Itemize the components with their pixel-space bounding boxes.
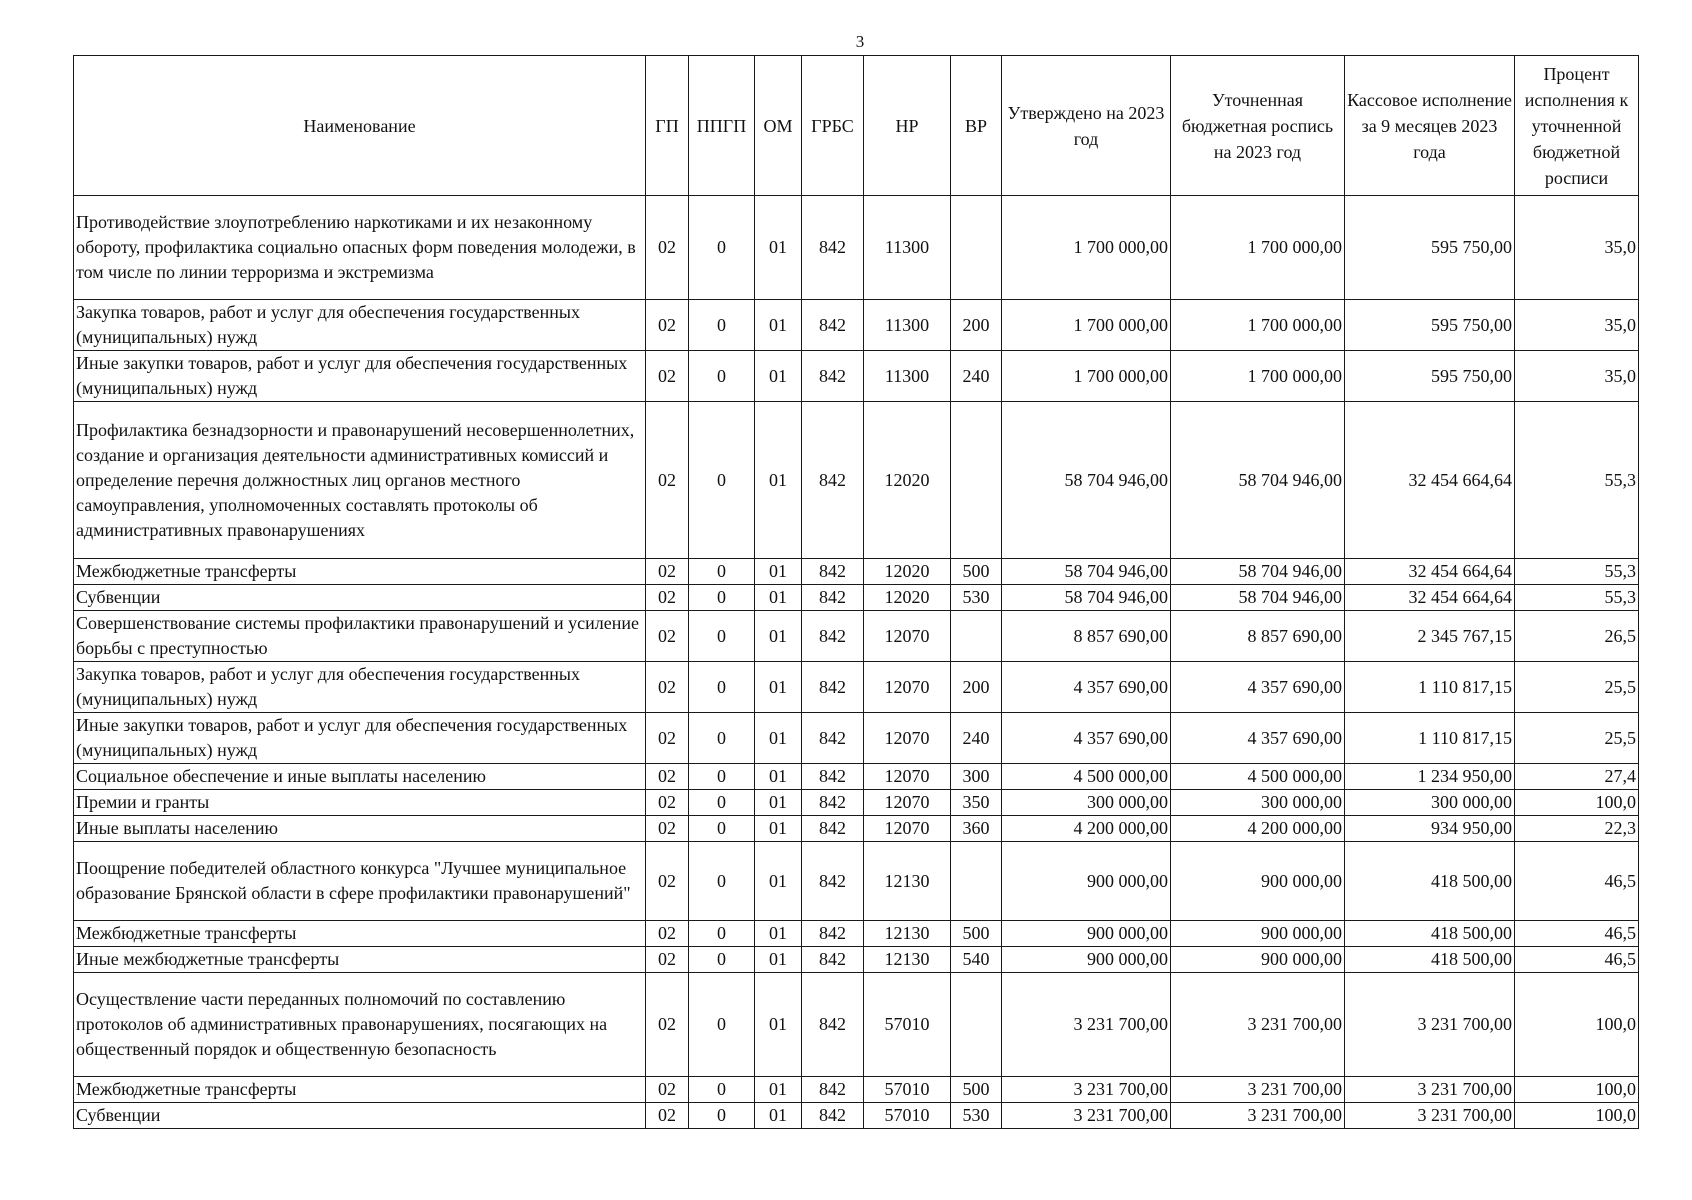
- cell-ppgp: 0: [689, 559, 755, 585]
- cell-cash: 418 500,00: [1345, 842, 1515, 921]
- cell-name: Премии и гранты: [74, 790, 646, 816]
- header-cash: Кассовое исполнение за 9 месяцев 2023 года: [1345, 56, 1515, 196]
- cell-om: 01: [755, 351, 802, 402]
- header-gp: ГП: [646, 56, 689, 196]
- cell-name: Осуществление части переданных полномочий по составлению протоколов об административных правонарушениях, посягающих на общественный порядок и общественную безопасность: [74, 973, 646, 1077]
- cell-om: 01: [755, 713, 802, 764]
- cell-grbs: 842: [802, 611, 864, 662]
- table-row: [74, 300, 1639, 351]
- header-name: Наименование: [74, 56, 646, 196]
- cell-name: Иные межбюджетные трансферты: [74, 947, 646, 973]
- cell-gp: 02: [646, 764, 689, 790]
- budget-execution-table: [73, 55, 1639, 1129]
- cell-approved: 3 231 700,00: [1002, 1103, 1171, 1129]
- page-number: 3: [855, 32, 865, 51]
- table-body: [74, 196, 1639, 1129]
- cell-vr: [951, 842, 1002, 921]
- table-row: [74, 973, 1639, 1077]
- cell-grbs: 842: [802, 196, 864, 300]
- table-header-row: [74, 56, 1639, 196]
- cell-percent: 55,3: [1515, 402, 1639, 559]
- cell-nr: 12070: [864, 764, 951, 790]
- cell-refined: 4 357 690,00: [1171, 662, 1345, 713]
- cell-approved: 3 231 700,00: [1002, 1077, 1171, 1103]
- cell-percent: 46,5: [1515, 842, 1639, 921]
- cell-nr: 57010: [864, 973, 951, 1077]
- cell-approved: 58 704 946,00: [1002, 585, 1171, 611]
- cell-gp: 02: [646, 816, 689, 842]
- table-row: [74, 713, 1639, 764]
- cell-name: Межбюджетные трансферты: [74, 921, 646, 947]
- cell-cash: 32 454 664,64: [1345, 585, 1515, 611]
- cell-grbs: 842: [802, 816, 864, 842]
- cell-ppgp: 0: [689, 585, 755, 611]
- cell-vr: 530: [951, 1103, 1002, 1129]
- cell-cash: 934 950,00: [1345, 816, 1515, 842]
- cell-cash: 32 454 664,64: [1345, 402, 1515, 559]
- cell-refined: 1 700 000,00: [1171, 351, 1345, 402]
- cell-refined: 4 357 690,00: [1171, 713, 1345, 764]
- cell-refined: 300 000,00: [1171, 790, 1345, 816]
- cell-refined: 3 231 700,00: [1171, 973, 1345, 1077]
- cell-name: Межбюджетные трансферты: [74, 559, 646, 585]
- cell-percent: 35,0: [1515, 300, 1639, 351]
- cell-name: Субвенции: [74, 1103, 646, 1129]
- cell-nr: 12020: [864, 402, 951, 559]
- cell-percent: 55,3: [1515, 585, 1639, 611]
- table-row: [74, 351, 1639, 402]
- cell-name: Межбюджетные трансферты: [74, 1077, 646, 1103]
- cell-nr: 12020: [864, 559, 951, 585]
- table-row: [74, 790, 1639, 816]
- cell-ppgp: 0: [689, 1077, 755, 1103]
- cell-ppgp: 0: [689, 196, 755, 300]
- cell-percent: 100,0: [1515, 1103, 1639, 1129]
- cell-grbs: 842: [802, 790, 864, 816]
- header-ppgp: ППГП: [689, 56, 755, 196]
- cell-refined: 900 000,00: [1171, 921, 1345, 947]
- cell-percent: 25,5: [1515, 713, 1639, 764]
- cell-name: Закупка товаров, работ и услуг для обеспечения государственных (муниципальных) нужд: [74, 300, 646, 351]
- cell-grbs: 842: [802, 947, 864, 973]
- cell-om: 01: [755, 300, 802, 351]
- cell-ppgp: 0: [689, 921, 755, 947]
- table-row: [74, 585, 1639, 611]
- cell-approved: 4 500 000,00: [1002, 764, 1171, 790]
- cell-cash: 3 231 700,00: [1345, 1103, 1515, 1129]
- cell-ppgp: 0: [689, 842, 755, 921]
- cell-percent: 27,4: [1515, 764, 1639, 790]
- cell-nr: 12070: [864, 662, 951, 713]
- table-row: [74, 559, 1639, 585]
- cell-vr: 240: [951, 351, 1002, 402]
- cell-nr: 57010: [864, 1103, 951, 1129]
- cell-approved: 1 700 000,00: [1002, 300, 1171, 351]
- cell-grbs: 842: [802, 973, 864, 1077]
- cell-ppgp: 0: [689, 300, 755, 351]
- cell-gp: 02: [646, 559, 689, 585]
- cell-refined: 4 200 000,00: [1171, 816, 1345, 842]
- cell-refined: 4 500 000,00: [1171, 764, 1345, 790]
- cell-gp: 02: [646, 585, 689, 611]
- cell-om: 01: [755, 764, 802, 790]
- cell-percent: 100,0: [1515, 973, 1639, 1077]
- cell-name: Иные закупки товаров, работ и услуг для обеспечения государственных (муниципальных) нужд: [74, 713, 646, 764]
- cell-vr: [951, 402, 1002, 559]
- cell-vr: [951, 196, 1002, 300]
- cell-cash: 3 231 700,00: [1345, 1077, 1515, 1103]
- cell-vr: 200: [951, 300, 1002, 351]
- cell-om: 01: [755, 921, 802, 947]
- cell-om: 01: [755, 816, 802, 842]
- cell-refined: 58 704 946,00: [1171, 402, 1345, 559]
- cell-gp: 02: [646, 973, 689, 1077]
- cell-cash: 2 345 767,15: [1345, 611, 1515, 662]
- cell-grbs: 842: [802, 764, 864, 790]
- cell-nr: 12070: [864, 611, 951, 662]
- cell-cash: 595 750,00: [1345, 300, 1515, 351]
- cell-nr: 57010: [864, 1077, 951, 1103]
- cell-nr: 11300: [864, 300, 951, 351]
- cell-percent: 26,5: [1515, 611, 1639, 662]
- cell-approved: 900 000,00: [1002, 921, 1171, 947]
- cell-om: 01: [755, 559, 802, 585]
- table-row: [74, 196, 1639, 300]
- cell-approved: 4 357 690,00: [1002, 713, 1171, 764]
- cell-refined: 900 000,00: [1171, 947, 1345, 973]
- cell-percent: 100,0: [1515, 1077, 1639, 1103]
- cell-cash: 418 500,00: [1345, 921, 1515, 947]
- cell-vr: 500: [951, 921, 1002, 947]
- cell-percent: 22,3: [1515, 816, 1639, 842]
- cell-percent: 46,5: [1515, 921, 1639, 947]
- cell-approved: 1 700 000,00: [1002, 196, 1171, 300]
- cell-grbs: 842: [802, 842, 864, 921]
- cell-gp: 02: [646, 1077, 689, 1103]
- table-row: [74, 842, 1639, 921]
- cell-nr: 12130: [864, 921, 951, 947]
- cell-approved: 900 000,00: [1002, 947, 1171, 973]
- cell-cash: 300 000,00: [1345, 790, 1515, 816]
- header-vr: ВР: [951, 56, 1002, 196]
- cell-percent: 35,0: [1515, 351, 1639, 402]
- cell-cash: 595 750,00: [1345, 196, 1515, 300]
- cell-name: Социальное обеспечение и иные выплаты населению: [74, 764, 646, 790]
- cell-name: Профилактика безнадзорности и правонарушений несовершеннолетних, создание и организация деятельности административных комиссий и определение перечня должностных лиц органов местного самоуправления, уполномоченных составлять протоколы об административных правонарушениях: [74, 402, 646, 559]
- cell-vr: 540: [951, 947, 1002, 973]
- cell-gp: 02: [646, 196, 689, 300]
- cell-refined: 3 231 700,00: [1171, 1103, 1345, 1129]
- cell-nr: 12070: [864, 816, 951, 842]
- cell-om: 01: [755, 973, 802, 1077]
- cell-name: Иные выплаты населению: [74, 816, 646, 842]
- cell-refined: 900 000,00: [1171, 842, 1345, 921]
- cell-nr: 12070: [864, 713, 951, 764]
- cell-percent: 55,3: [1515, 559, 1639, 585]
- cell-approved: 4 200 000,00: [1002, 816, 1171, 842]
- cell-grbs: 842: [802, 351, 864, 402]
- cell-gp: 02: [646, 662, 689, 713]
- cell-approved: 58 704 946,00: [1002, 559, 1171, 585]
- cell-cash: 1 110 817,15: [1345, 662, 1515, 713]
- table-row: [74, 1103, 1639, 1129]
- cell-gp: 02: [646, 790, 689, 816]
- cell-name: Закупка товаров, работ и услуг для обеспечения государственных (муниципальных) нужд: [74, 662, 646, 713]
- cell-approved: 58 704 946,00: [1002, 402, 1171, 559]
- cell-gp: 02: [646, 921, 689, 947]
- cell-refined: 58 704 946,00: [1171, 585, 1345, 611]
- cell-vr: 350: [951, 790, 1002, 816]
- cell-approved: 3 231 700,00: [1002, 973, 1171, 1077]
- cell-ppgp: 0: [689, 764, 755, 790]
- cell-refined: 1 700 000,00: [1171, 196, 1345, 300]
- cell-approved: 900 000,00: [1002, 842, 1171, 921]
- cell-grbs: 842: [802, 921, 864, 947]
- cell-cash: 32 454 664,64: [1345, 559, 1515, 585]
- table-row: [74, 764, 1639, 790]
- table-row: [74, 816, 1639, 842]
- cell-vr: 360: [951, 816, 1002, 842]
- cell-ppgp: 0: [689, 611, 755, 662]
- cell-cash: 595 750,00: [1345, 351, 1515, 402]
- table-row: [74, 921, 1639, 947]
- cell-vr: [951, 611, 1002, 662]
- cell-refined: 3 231 700,00: [1171, 1077, 1345, 1103]
- cell-nr: 11300: [864, 196, 951, 300]
- cell-approved: 1 700 000,00: [1002, 351, 1171, 402]
- cell-name: Поощрение победителей областного конкурса "Лучшее муниципальное образование Брянской области в сфере профилактики правонарушений": [74, 842, 646, 921]
- cell-ppgp: 0: [689, 816, 755, 842]
- cell-gp: 02: [646, 351, 689, 402]
- cell-vr: 500: [951, 1077, 1002, 1103]
- cell-cash: 418 500,00: [1345, 947, 1515, 973]
- cell-cash: 3 231 700,00: [1345, 973, 1515, 1077]
- cell-ppgp: 0: [689, 973, 755, 1077]
- cell-cash: 1 110 817,15: [1345, 713, 1515, 764]
- cell-grbs: 842: [802, 402, 864, 559]
- cell-vr: 530: [951, 585, 1002, 611]
- cell-nr: 11300: [864, 351, 951, 402]
- cell-grbs: 842: [802, 1103, 864, 1129]
- cell-grbs: 842: [802, 662, 864, 713]
- cell-percent: 35,0: [1515, 196, 1639, 300]
- cell-om: 01: [755, 842, 802, 921]
- cell-vr: 200: [951, 662, 1002, 713]
- cell-vr: [951, 973, 1002, 1077]
- cell-gp: 02: [646, 713, 689, 764]
- cell-refined: 58 704 946,00: [1171, 559, 1345, 585]
- cell-gp: 02: [646, 611, 689, 662]
- header-approved: Утверждено на 2023 год: [1002, 56, 1171, 196]
- table-row: [74, 611, 1639, 662]
- table-row: [74, 662, 1639, 713]
- cell-om: 01: [755, 790, 802, 816]
- table-row: [74, 1077, 1639, 1103]
- cell-ppgp: 0: [689, 662, 755, 713]
- cell-om: 01: [755, 402, 802, 559]
- cell-percent: 25,5: [1515, 662, 1639, 713]
- cell-grbs: 842: [802, 585, 864, 611]
- cell-om: 01: [755, 585, 802, 611]
- cell-ppgp: 0: [689, 402, 755, 559]
- cell-grbs: 842: [802, 713, 864, 764]
- cell-vr: 300: [951, 764, 1002, 790]
- cell-percent: 100,0: [1515, 790, 1639, 816]
- cell-approved: 300 000,00: [1002, 790, 1171, 816]
- cell-om: 01: [755, 662, 802, 713]
- cell-name: Иные закупки товаров, работ и услуг для обеспечения государственных (муниципальных) нужд: [74, 351, 646, 402]
- cell-ppgp: 0: [689, 1103, 755, 1129]
- cell-nr: 12130: [864, 947, 951, 973]
- cell-name: Противодействие злоупотреблению наркотиками и их незаконному обороту, профилактика социально опасных форм поведения молодежи, в том числе по линии терроризма и экстремизма: [74, 196, 646, 300]
- cell-gp: 02: [646, 1103, 689, 1129]
- cell-ppgp: 0: [689, 790, 755, 816]
- cell-refined: 1 700 000,00: [1171, 300, 1345, 351]
- cell-approved: 8 857 690,00: [1002, 611, 1171, 662]
- cell-name: Субвенции: [74, 585, 646, 611]
- cell-nr: 12020: [864, 585, 951, 611]
- cell-cash: 1 234 950,00: [1345, 764, 1515, 790]
- header-refined: Уточненная бюджетная роспись на 2023 год: [1171, 56, 1345, 196]
- cell-gp: 02: [646, 947, 689, 973]
- cell-ppgp: 0: [689, 947, 755, 973]
- cell-ppgp: 0: [689, 351, 755, 402]
- table-row: [74, 402, 1639, 559]
- cell-name: Совершенствование системы профилактики правонарушений и усиление борьбы с преступностью: [74, 611, 646, 662]
- header-percent: Процент исполнения к уточненной бюджетной росписи: [1515, 56, 1639, 196]
- cell-om: 01: [755, 947, 802, 973]
- cell-vr: 240: [951, 713, 1002, 764]
- cell-ppgp: 0: [689, 713, 755, 764]
- cell-nr: 12130: [864, 842, 951, 921]
- cell-grbs: 842: [802, 559, 864, 585]
- cell-om: 01: [755, 611, 802, 662]
- header-nr: НР: [864, 56, 951, 196]
- cell-grbs: 842: [802, 1077, 864, 1103]
- cell-approved: 4 357 690,00: [1002, 662, 1171, 713]
- cell-gp: 02: [646, 300, 689, 351]
- table-row: [74, 947, 1639, 973]
- cell-om: 01: [755, 1103, 802, 1129]
- cell-gp: 02: [646, 402, 689, 559]
- cell-om: 01: [755, 196, 802, 300]
- cell-vr: 500: [951, 559, 1002, 585]
- cell-refined: 8 857 690,00: [1171, 611, 1345, 662]
- cell-nr: 12070: [864, 790, 951, 816]
- header-grbs: ГРБС: [802, 56, 864, 196]
- cell-gp: 02: [646, 842, 689, 921]
- cell-percent: 46,5: [1515, 947, 1639, 973]
- header-om: ОМ: [755, 56, 802, 196]
- cell-grbs: 842: [802, 300, 864, 351]
- cell-om: 01: [755, 1077, 802, 1103]
